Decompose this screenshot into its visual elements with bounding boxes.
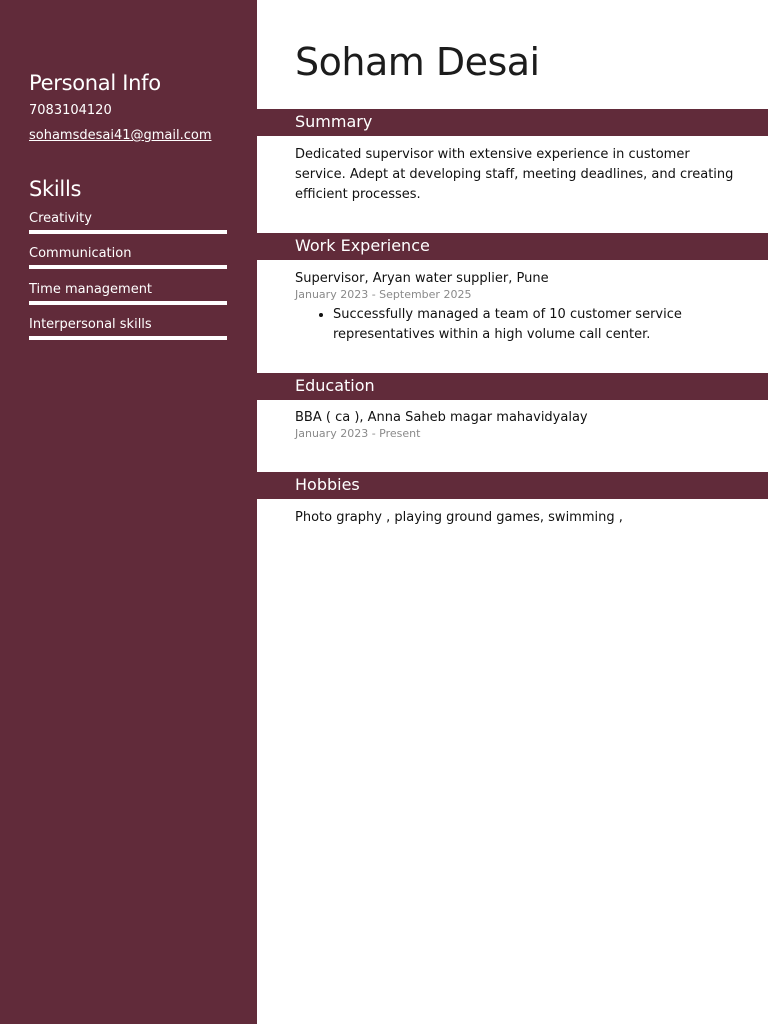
skill-bar	[29, 265, 227, 269]
hobbies-section-header	[257, 472, 768, 499]
email-link[interactable]: sohamsdesai41@gmail.com	[29, 128, 212, 143]
education-heading: Education	[295, 376, 375, 395]
work-experience-section-header	[257, 233, 768, 260]
education-entry-title: BBA ( ca ), Anna Saheb magar mahavidyalay	[295, 410, 588, 425]
skill-item-interpersonal-skills	[29, 318, 227, 331]
work-experience-heading: Work Experience	[295, 236, 430, 255]
personal-info-heading: Personal Info	[29, 71, 161, 95]
summary-heading: Summary	[295, 112, 373, 131]
skill-item-communication	[29, 247, 227, 260]
work-entry-title: Supervisor, Aryan water supplier, Pune	[295, 271, 549, 286]
skill-bar	[29, 230, 227, 234]
skills-heading: Skills	[29, 177, 82, 201]
skill-label: Interpersonal skills	[29, 317, 152, 332]
skill-bar	[29, 336, 227, 340]
work-entry-bullets	[295, 305, 768, 345]
summary-text: Dedicated supervisor with extensive experience in customer service. Adept at developing staff, meeting deadlines, and creating efficient processes.	[295, 147, 734, 202]
skill-item-creativity	[29, 212, 227, 225]
skill-bar	[29, 301, 227, 305]
candidate-name: Soham Desai	[295, 40, 540, 84]
phone-number: 7083104120	[29, 103, 112, 118]
education-entry-dates: January 2023 - Present	[295, 427, 421, 440]
skill-label: Creativity	[29, 211, 92, 226]
hobbies-heading: Hobbies	[295, 475, 360, 494]
skill-label: Time management	[29, 282, 153, 297]
main-content	[257, 0, 768, 1024]
skill-item-time-management	[29, 283, 227, 296]
work-entry-dates: January 2023 - September 2025	[295, 288, 472, 301]
list-item: • Successfully managed a team of 10 customer service representatives within a high volume call center.	[333, 305, 768, 345]
summary-section-header	[257, 109, 768, 136]
skill-label: Communication	[29, 246, 132, 261]
hobbies-text: Photo graphy , playing ground games, swimming ,	[295, 510, 623, 525]
sidebar	[0, 0, 257, 1024]
education-section-header	[257, 373, 768, 400]
